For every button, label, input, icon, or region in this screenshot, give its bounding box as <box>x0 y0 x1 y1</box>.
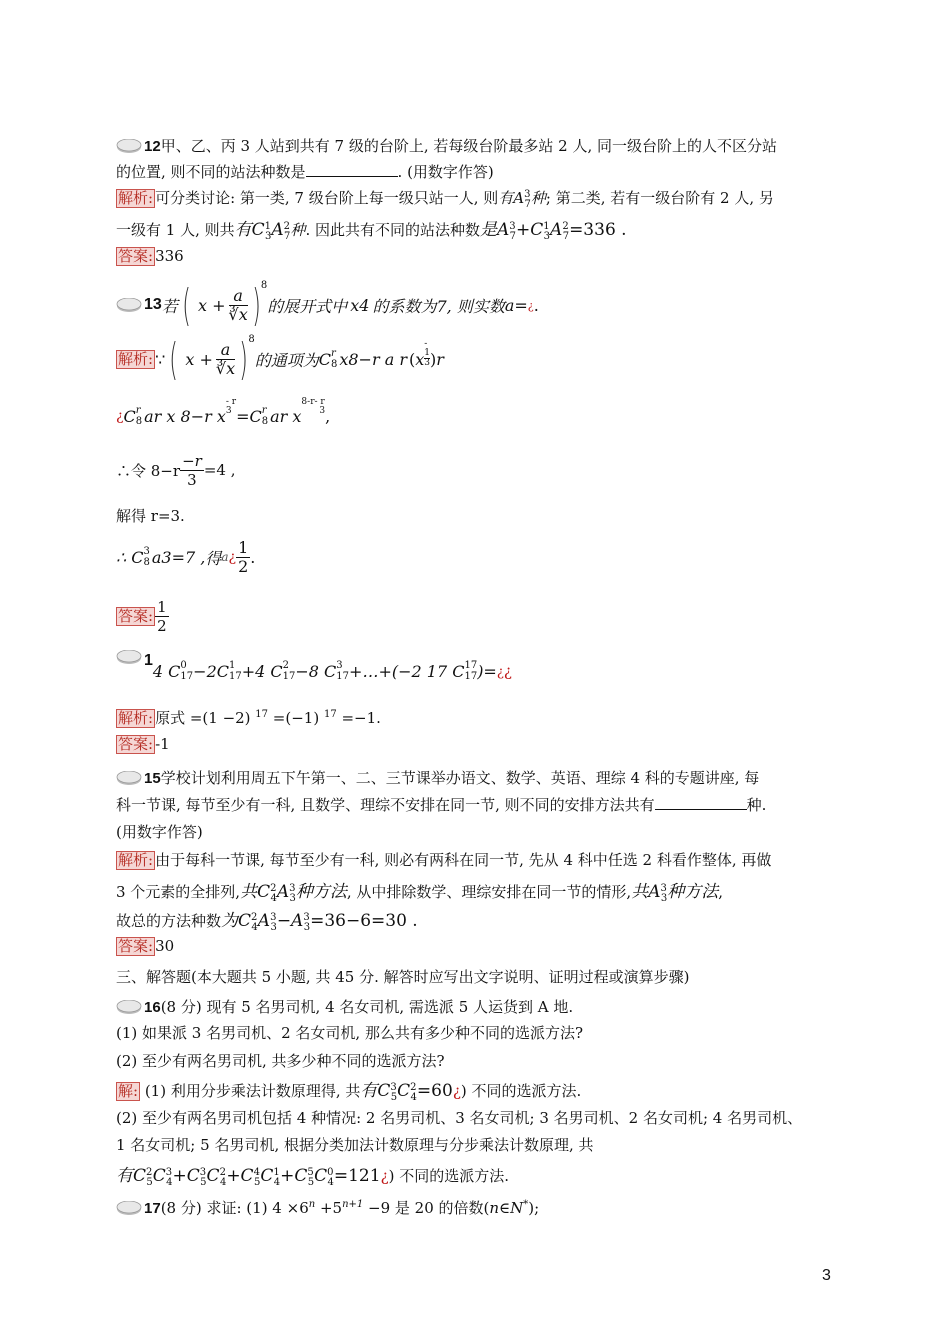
q15-analysis-text-5: 故总的方法种数 <box>116 912 222 930</box>
sub: 3 <box>303 922 311 933</box>
q14-exp-1: 17 <box>255 709 269 720</box>
sup: 2 <box>283 221 291 232</box>
sub: 8 <box>261 416 269 427</box>
q15-analysis-text-1: 由于每科一节课, 每节至少有一科, 则必有两科在同一节, 先从 4 科中任选 2 科看作整体, 再做 <box>155 851 772 869</box>
q12-math-2: 种 <box>530 189 546 207</box>
q12-analysis-text-3: 一级有 1 人, 则共 <box>116 221 235 239</box>
q13-solve-text: 解得 r=3. <box>116 507 185 525</box>
frac-num: a <box>229 287 248 306</box>
q13-half <box>236 539 250 576</box>
sup: 3 <box>289 883 296 894</box>
sub: 17 <box>336 671 350 682</box>
q14-inv-mark-2: ¿ <box>503 662 512 680</box>
sup: 3 <box>336 660 343 671</box>
q17-exp-n1: n+1 <box>342 1199 364 1210</box>
because-symbol: ∵ <box>155 349 166 369</box>
q15-math-1: 共C <box>240 882 271 902</box>
analysis-tag: 解析: <box>118 709 154 727</box>
q13-therefore-end: . <box>250 547 256 567</box>
q15-answer-line <box>116 937 174 956</box>
sub: 8 <box>135 416 143 427</box>
q16-math-7: C <box>206 1166 220 1186</box>
q14-expr-2: −2C <box>193 661 229 681</box>
q14-inv-mark: ¿ <box>496 664 504 680</box>
q15-math-3: 种方法 <box>295 882 347 902</box>
q15-text-1: 学校计划利用周五下午第一、二、三节课举办语文、数学、英语、理综 4 科的专题讲座, 每 <box>160 769 760 787</box>
q13-c-indices-3 <box>262 405 268 427</box>
sup: 1 <box>543 221 550 232</box>
q16-math-3: =60 <box>416 1081 453 1101</box>
q15-analysis-line3 <box>116 906 418 933</box>
q13-text-3: 的系数为7, 则实数 <box>372 296 505 316</box>
q16-math-1: 有C <box>360 1081 391 1101</box>
analysis-tag: 解析: <box>118 189 154 207</box>
frac-den: 3 <box>187 470 197 489</box>
sub: 5 <box>200 1177 207 1188</box>
sub: 7 <box>284 231 291 242</box>
sub: 4 <box>251 922 258 933</box>
q17-n-in: n∈N <box>489 1199 524 1217</box>
q14-analysis-1: 原式 =(1 −2) <box>155 709 256 727</box>
q15-analysis-text-3: , 从中排除数学、理综安排在同一节的情形, <box>346 883 632 901</box>
sub: 17 <box>228 671 242 682</box>
q16-inv-mark-2: ¿ <box>380 1167 389 1185</box>
q14-idx-5 <box>464 660 477 682</box>
sup: 3 <box>660 883 667 894</box>
sup: 3 <box>390 1082 397 1093</box>
q13-exponent: 8 <box>260 280 268 291</box>
q15-text-2: 科一节课, 每节至少有一科, 且数学、理综不安排在同一节, 则不同的安排方法共有 <box>116 796 655 814</box>
question-bullet-icon <box>116 298 142 312</box>
sup: 4 <box>253 1167 260 1178</box>
q14-line1 <box>116 646 512 686</box>
sub: 5 <box>253 1177 261 1188</box>
q15-math-8: −A <box>276 911 304 931</box>
sub: 4 <box>410 1092 417 1103</box>
q12-math-5: 种 <box>290 221 306 239</box>
sub: 4 <box>219 1177 227 1188</box>
q14-idx-3 <box>283 660 296 682</box>
q14-number: 1 <box>144 652 153 669</box>
sup: 2 <box>219 1167 226 1178</box>
q13-analysis-text: 的通项为 <box>254 350 319 370</box>
solution-tag: 解: <box>118 1082 139 1100</box>
q13-inv-mark-2: ¿ <box>116 408 124 424</box>
q13-exponent-2: 8 <box>248 334 255 345</box>
q16-math-2: C <box>397 1081 411 1101</box>
exp: 8-r- r <box>301 397 325 407</box>
q16-math-11: C <box>314 1166 328 1186</box>
section-3-text: 三、解答题(本大题共 5 小题, 共 45 分. 解答时应写出文字说明、证明过程或演算步骤) <box>116 968 690 986</box>
q13-c-indices-4 <box>144 546 150 568</box>
sub: 7 <box>524 199 531 210</box>
q16-solution-line2 <box>116 1107 802 1128</box>
sup: 3 <box>509 221 516 232</box>
q13-therefore-text: ∴ C <box>116 547 144 567</box>
sub: 4 <box>273 1177 281 1188</box>
q15-text-3: 种. <box>746 796 767 814</box>
q16-text-1: (8 分) 现有 5 名男司机, 4 名女司机, 需选派 5 人运货到 A 地. <box>160 998 574 1016</box>
question-bullet-icon <box>116 1201 142 1215</box>
frac-den: ∛x <box>215 358 236 378</box>
q15-analysis-text-2: 3 个元素的全排列, <box>116 883 241 901</box>
q13-let-line <box>116 450 235 490</box>
sup: r <box>135 405 141 416</box>
sub: 5 <box>307 1177 315 1188</box>
q13-text-1: 若 <box>161 296 178 316</box>
q12-math-6: 是A <box>479 220 510 240</box>
q13-exp-frac-3 <box>301 398 325 416</box>
q12-answer: 336 <box>155 247 184 265</box>
page-number: 3 <box>822 1267 831 1284</box>
frac-num: 1 <box>157 597 167 616</box>
q17-line1 <box>116 1197 539 1218</box>
q16-number: 16 <box>144 999 161 1016</box>
question-bullet-icon <box>116 771 142 785</box>
q14-expr-4: −8 C <box>295 661 337 681</box>
sub: 4 <box>166 1177 173 1188</box>
frac-den: 2 <box>157 616 167 635</box>
q13-therefore-eq: a3=7 , <box>151 547 206 567</box>
question-bullet-icon <box>116 139 142 153</box>
q17-end: ); <box>528 1199 540 1217</box>
sup: 2 <box>251 912 258 923</box>
sub: 3 <box>289 893 296 904</box>
q15-line1 <box>116 767 759 788</box>
q16-sol-text-1: (1) 利用分步乘法计数原理得, 共 <box>140 1082 361 1100</box>
analysis-tag: 解析: <box>118 851 154 869</box>
sup: 1 <box>264 221 272 232</box>
sup: 0 <box>327 1167 334 1178</box>
paren-left: ( <box>182 279 191 331</box>
q13-line2-eq: =C <box>236 406 262 426</box>
q13-c-indices-2 <box>136 405 142 427</box>
q12-analysis-line2 <box>116 215 627 242</box>
q13-analysis-line2 <box>116 398 330 434</box>
q13-c-indices <box>331 348 337 370</box>
q16-sol-text-2: ) 不同的选派方法. <box>460 1082 582 1100</box>
sub: 5 <box>390 1092 398 1103</box>
q13-r: r <box>436 349 444 369</box>
q13-text-2: 的展开式中 <box>267 296 348 316</box>
q12-number: 12 <box>144 138 161 155</box>
q15-math-4: 共A <box>631 882 661 902</box>
section-3-heading <box>116 966 689 987</box>
question-bullet-icon <box>116 650 142 664</box>
q13-de: 得 <box>205 548 222 568</box>
q12-text-1: 甲、乙、丙 3 人站到共有 7 级的台阶上, 若每级台阶最多站 2 人, 同一级台阶上的人不区分站 <box>160 137 778 155</box>
q15-analysis-line1 <box>116 849 771 870</box>
sup: 3 <box>199 1167 207 1178</box>
q16-math-10: +C <box>280 1166 308 1186</box>
answer-tag: 答案: <box>118 606 154 625</box>
q13-line2-text: ar x 8−r x <box>144 406 226 426</box>
q17-number: 17 <box>144 1200 161 1217</box>
exp: - <box>424 339 428 349</box>
q12-line2 <box>116 161 494 182</box>
q13-line2-rest: ar x <box>270 406 302 426</box>
q13-c-2: C <box>123 406 136 426</box>
sub: 4 <box>270 893 277 904</box>
q13-solve-line <box>116 505 185 526</box>
q12-line1 <box>116 135 777 156</box>
q17-text-3: −9 是 20 的倍数( <box>363 1199 490 1217</box>
q16-math-12: =121 <box>333 1166 381 1186</box>
frac-den: ∛x <box>228 304 248 324</box>
sup: 5 <box>307 1167 314 1178</box>
q13-inv-mark-3: ¿ <box>228 549 237 565</box>
q15-math-6: 为C <box>221 911 252 931</box>
q13-de-a: a <box>221 550 229 564</box>
q13-fraction-2 <box>216 341 235 378</box>
q13-x-3: x <box>415 349 425 369</box>
sup: r <box>261 405 267 416</box>
q12-text-2: 的位置, 则不同的站法种数是 <box>116 163 306 181</box>
sub: 8 <box>143 557 150 568</box>
sub: 3 <box>265 231 272 242</box>
q13-end: . <box>533 295 539 315</box>
q12-analysis-text-4: . 因此共有不同的站法种数 <box>305 221 480 239</box>
q12-math-1: 有A <box>498 189 525 207</box>
sup: 3 <box>143 546 150 557</box>
frac-num: 1 <box>238 537 249 557</box>
sup: 2 <box>146 1167 153 1178</box>
sub: 8 <box>330 359 338 370</box>
q14-analysis-3: =−1. <box>336 709 381 727</box>
q13-let-end: =4 , <box>203 461 236 479</box>
q16-sol-text-3: (2) 至少有两名男司机包括 4 种情况: 2 名男司机、3 名女司机; 3 名男司机、2 名女司机; 4 名男司机、 <box>116 1109 803 1127</box>
exp-neg: - r <box>225 397 237 407</box>
q14-exp-2: 17 <box>323 709 337 720</box>
q16-math-9: C <box>260 1166 274 1186</box>
q16-solution-line1 <box>116 1076 581 1103</box>
q14-analysis-2: =(−1) <box>268 709 324 727</box>
exp-num: 1 <box>424 348 430 358</box>
exp-den: 3 <box>319 406 326 416</box>
q14-idx-4 <box>336 660 349 682</box>
q13-paren: ( <box>408 349 416 369</box>
sup: 2 <box>270 883 277 894</box>
q14-analysis-line <box>116 707 381 728</box>
q13-x-2: x + <box>185 349 213 369</box>
sub: 17 <box>282 671 296 682</box>
q15-number: 15 <box>144 770 161 787</box>
q17-text-2: +5 <box>315 1199 343 1217</box>
q13-line2-end: , <box>325 406 331 426</box>
q16-math-4: 有C <box>116 1166 147 1186</box>
sub: 4 <box>327 1177 334 1188</box>
sup: 2 <box>282 660 290 671</box>
q13-c: C <box>318 349 331 369</box>
sub: 17 <box>464 671 478 682</box>
q13-number: 13 <box>144 296 162 313</box>
q12-math-9: =336 . <box>569 220 627 240</box>
q14-expr-5: +…+(−2 17 C <box>349 661 465 681</box>
q16-part1-text: (1) 如果派 3 名男司机、2 名女司机, 那么共有多少种不同的选派方法? <box>116 1024 583 1042</box>
q12-math-4: A <box>271 220 284 240</box>
q15-math-9: =36−6=30 . <box>310 911 418 931</box>
sub: 3 <box>660 893 668 904</box>
q14-expr-3: +4 C <box>241 661 283 681</box>
q13-let-frac <box>180 452 204 489</box>
q16-sol-text-4: 1 名女司机; 5 名男司机, 根据分类加法计数原理与分步乘法计数原理, 共 <box>116 1136 594 1154</box>
q13-analysis-line1 <box>116 334 444 384</box>
q15-text-4: (用数字作答) <box>116 823 203 841</box>
paren-right: ) <box>239 333 249 385</box>
sub: 5 <box>146 1177 153 1188</box>
q17-star: * <box>523 1199 529 1210</box>
frac-num: −r <box>182 451 202 470</box>
answer-tag: 答案: <box>118 937 154 955</box>
q13-a: a= <box>504 295 528 315</box>
q15-line2 <box>116 794 766 815</box>
q14-expr-6: )= <box>477 661 497 681</box>
q12-answer-blank <box>306 176 398 177</box>
sup: 1 <box>273 1167 280 1178</box>
question-bullet-icon <box>116 1000 142 1014</box>
frac-num: a <box>216 341 235 360</box>
sub: 17 <box>180 671 194 682</box>
q13-x: x + <box>197 295 226 315</box>
sup: 2 <box>562 221 569 232</box>
paren-left: ( <box>169 333 179 385</box>
q13-therefore-line <box>116 537 255 577</box>
q15-analysis-line2 <box>116 877 723 904</box>
q14-answer-line <box>116 735 170 754</box>
q13-line1 <box>116 280 539 330</box>
q13-fraction <box>229 287 248 324</box>
sup: 3 <box>524 189 531 200</box>
sup: 3 <box>270 912 277 923</box>
paren-right: ) <box>252 279 261 331</box>
sup: 17 <box>464 660 478 671</box>
q14-idx-2 <box>229 660 242 682</box>
q15-answer: 30 <box>155 937 175 955</box>
q14-idx-1 <box>180 660 193 682</box>
q16-inv-mark: ¿ <box>452 1082 461 1100</box>
q16-solution-line3 <box>116 1134 594 1155</box>
q15-line3 <box>116 821 203 842</box>
q14-expr-1: 4 C <box>152 661 181 681</box>
q13-let-text: ∴令 8−r <box>116 461 181 480</box>
answer-tag: 答案: <box>118 735 154 753</box>
q15-answer-blank <box>655 809 747 810</box>
q16-math-8: +C <box>226 1166 254 1186</box>
q15-analysis-text-4: , <box>718 883 724 901</box>
exp-den: 3 <box>424 358 430 368</box>
exp-den: 3 <box>225 406 232 416</box>
frac-den: 2 <box>238 556 249 576</box>
q16-math-5: C <box>152 1166 166 1186</box>
q13-inv-mark: ¿ <box>527 298 534 312</box>
q16-sol-text-5: ) 不同的选派方法. <box>388 1167 510 1185</box>
q13-term: x8−r a r <box>339 349 407 369</box>
sup: 0 <box>180 660 187 671</box>
q17-text-1: (8 分) 求证: (1) 4 ×6 <box>160 1199 309 1217</box>
q13-exp-frac-2 <box>226 398 236 416</box>
answer-tag: 答案: <box>118 247 154 265</box>
q16-part1 <box>116 1022 583 1043</box>
sup: 3 <box>165 1167 173 1178</box>
q13-x4: x4 <box>350 295 370 315</box>
sub: 3 <box>543 231 551 242</box>
sub: 7 <box>509 231 517 242</box>
q16-math-6: +C <box>172 1166 200 1186</box>
sup: 1 <box>228 660 236 671</box>
q16-part2 <box>116 1050 445 1071</box>
sub: 3 <box>270 922 277 933</box>
q12-text-3: . (用数字作答) <box>397 163 494 181</box>
q14-answer: -1 <box>155 735 170 753</box>
sup: 3 <box>303 912 310 923</box>
q17-exp-n: n <box>308 1199 316 1210</box>
q15-math-7: A <box>257 911 271 931</box>
q12-analysis-text-2: ; 第二类, 若有一级台阶有 2 人, 另 <box>545 189 774 207</box>
q12-answer-line <box>116 247 184 266</box>
q16-line1 <box>116 996 573 1017</box>
sup: 2 <box>410 1082 417 1093</box>
sup: r <box>330 348 336 359</box>
q15-math-2: A <box>276 882 290 902</box>
analysis-tag: 解析: <box>118 349 154 368</box>
q15-math-5: 种方法 <box>667 882 719 902</box>
q12-analysis-line1 <box>116 187 774 210</box>
q13-answer-frac <box>155 598 169 635</box>
q12-math-7: +C <box>516 220 544 240</box>
q16-solution-line4 <box>116 1161 509 1188</box>
q13-answer-line <box>116 596 169 636</box>
sub: 7 <box>562 231 570 242</box>
q12-math-8: A <box>550 220 563 240</box>
q12-analysis-text-1: 可分类讨论: 第一类, 7 级台阶上每一级只站一人, 则 <box>155 189 499 207</box>
q16-part2-text: (2) 至少有两名男司机, 共多少种不同的选派方法? <box>116 1052 445 1070</box>
q13-paren-close: ) <box>429 349 437 369</box>
q12-math-3: 有C <box>234 220 265 240</box>
